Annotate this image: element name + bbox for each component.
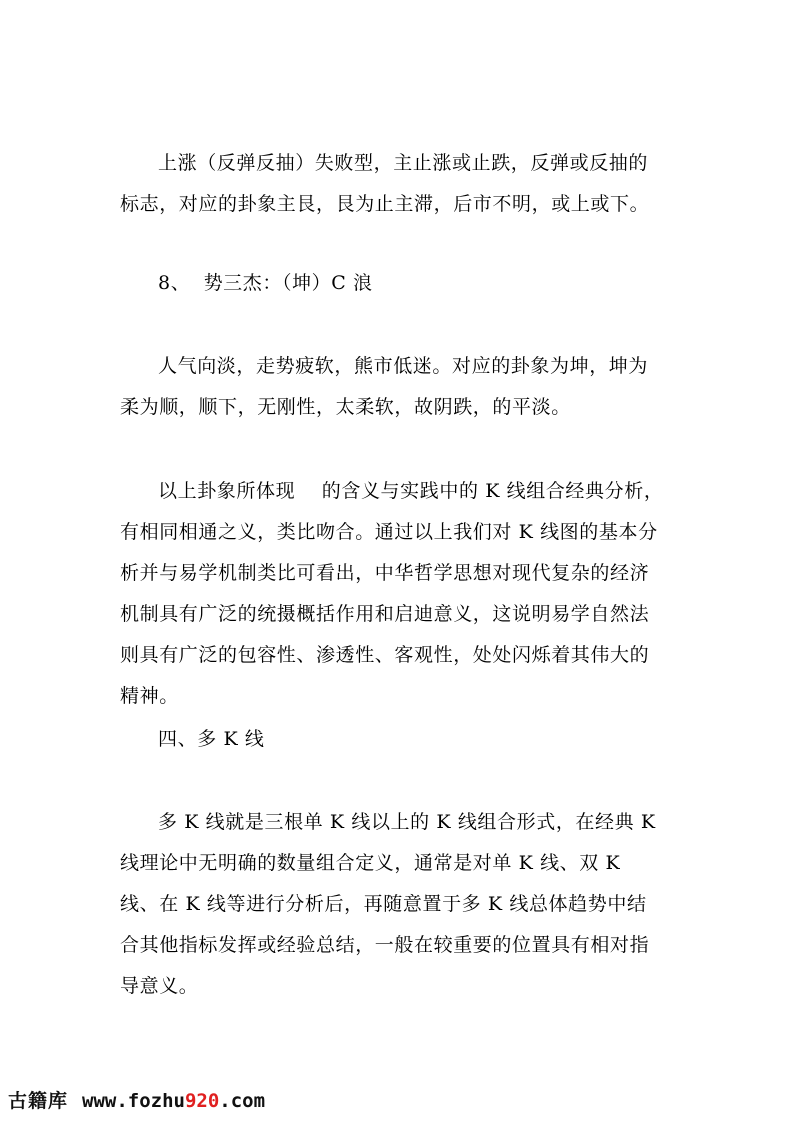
section-heading-multi-k: 四、多 K 线 xyxy=(158,728,265,750)
watermark-url-suffix: .com xyxy=(219,1090,266,1112)
watermark-url-prefix: www.fozhu xyxy=(82,1090,185,1112)
paragraph-multi-k-definition: 多 K 线就是三根单 K 线以上的 K 线组合形式，在经典 K 线理论中无明确的数量组合定义，通常是对单 K 线、双 K 线、在 K 线等进行分析后，再随意置于多 K 线总体趋势中结合其他指标发挥或经验总结，一般在较重要的位置具有相对指导意义。 xyxy=(120,811,663,997)
watermark-site-name: 古籍库 xyxy=(8,1090,69,1112)
watermark-url-number: 920 xyxy=(184,1090,220,1112)
paragraph-kun-trigram: 人气向淡，走势疲软，熊市低迷。对应的卦象为坤，坤为柔为顺，顺下，无刚性，太柔软，故阴跌，的平淡。 xyxy=(120,355,649,418)
section-heading-8: 8、 势三杰：（坤）C 浪 xyxy=(158,272,373,294)
watermark-footer xyxy=(8,1086,265,1116)
paragraph-summary: 以上卦象所体现 的含义与实践中的 K 线组合经典分析，有相同相通之义，类比吻合。通过以上我们对 K 线图的基本分析并与易学机制类比可看出，中华哲学思想对现代复杂的经济机制具有广泛的统摄概括作用和启迪意义，这说明易学自然法则具有广泛的包容性、渗透性、客观性，处处闪烁着其伟大的精神。 xyxy=(120,480,664,707)
paragraph-failure-pattern: 上涨（反弹反抽）失败型，主止涨或止跌，反弹或反抽的标志，对应的卦象主艮，艮为止主滞，后市不明，或上或下。 xyxy=(120,152,650,215)
